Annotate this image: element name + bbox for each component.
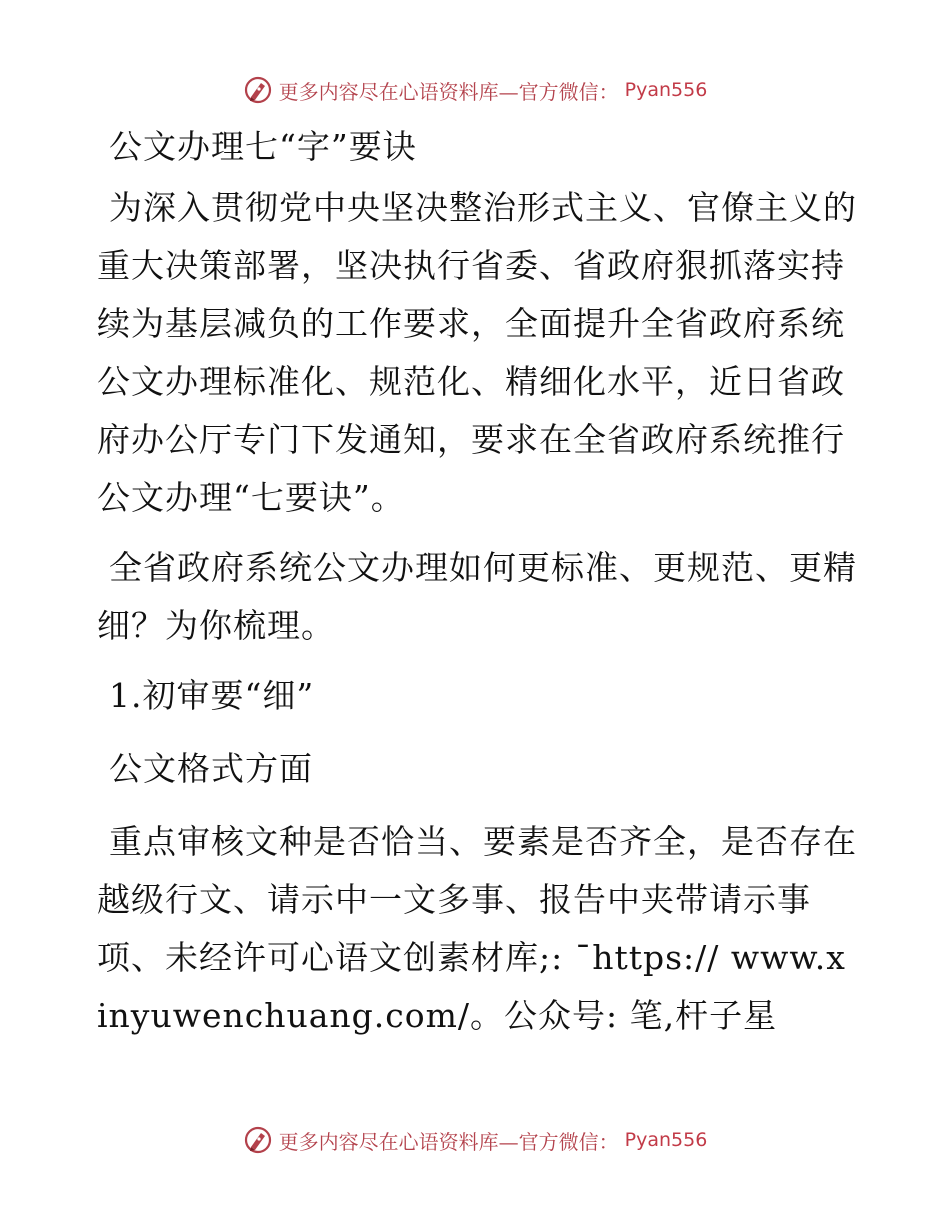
paragraph-format-review: 重点审核文种是否恰当、要素是否齐全，是否存在越级行文、请示中一文多事、报告中夹带请示事项、未经许可心语文创素材库;: ¯https:// www.xinyuwenchuang.com/。公众号: 笔,杆子星: [97, 822, 857, 1035]
banner-wechat-handle: Pyan556: [624, 79, 708, 101]
document-body: [97, 118, 857, 1045]
header-banner: [0, 70, 950, 110]
subsection-heading: 公文格式方面: [109, 749, 313, 788]
document-title: 公文办理七“字”要诀: [109, 127, 417, 166]
paragraph-summary: 全省政府系统公文办理如何更标准、更规范、更精细？为你梳理。: [97, 548, 857, 645]
paragraph-intro: 为深入贯彻党中央坚决整治形式主义、官僚主义的重大决策部署，坚决执行省委、省政府狠抓落实持续为基层减负的工作要求，全面提升全省政府系统公文办理标准化、规范化、精细化水平，近日省政府办公厅专门下发通知，要求在全省政府系统推行公文办理“七要诀”。: [97, 188, 857, 517]
banner-text: 更多内容尽在心语资料库—官方微信：: [278, 1129, 619, 1154]
section-heading: 1.初审要“细”: [109, 676, 315, 715]
banner-wechat-handle: Pyan556: [624, 1129, 708, 1151]
footer-banner: [0, 1120, 950, 1160]
banner-text: 更多内容尽在心语资料库—官方微信：: [278, 79, 619, 104]
pen-nib-logo-icon: [243, 75, 273, 105]
pen-nib-logo-icon: [243, 1125, 273, 1155]
